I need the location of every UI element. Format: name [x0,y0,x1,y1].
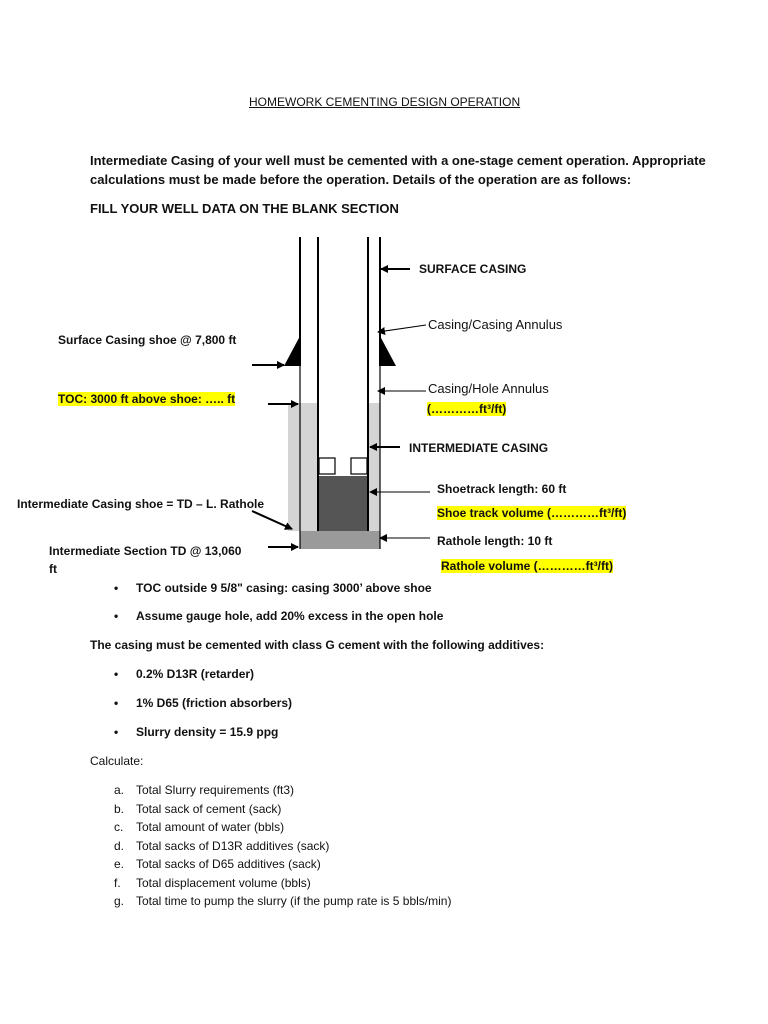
intro-line-2: calculations must be made before the operation. Details of the operation are as follows: [90,172,632,187]
bullet-marker: • [114,609,119,623]
calc-text: Total Slurry requirements (ft3) [136,783,295,797]
surface-casing-shoe-left [284,336,300,366]
label-shoetrack-volume: Shoe track volume (…………ft³/ft) [437,506,627,520]
label-annulus-volume: (…………ft³/ft) [427,402,507,416]
label-rathole-length: Rathole length: 10 ft [437,534,553,548]
label-surface-casing-shoe: Surface Casing shoe @ 7,800 ft [58,333,237,347]
bullet-marker: • [114,667,119,681]
calc-text: Total amount of water (bbls) [136,820,285,834]
calc-letter: f. [114,876,121,890]
calc-item [114,894,452,908]
label-intermediate-casing: INTERMEDIATE CASING [409,441,549,455]
calc-item [114,857,321,871]
calc-text: Total sacks of D65 additives (sack) [136,857,321,871]
label-rathole-volume: Rathole volume (…………ft³/ft) [441,559,613,573]
additive-text: 1% D65 (friction absorbers) [136,696,293,710]
additive-item [114,725,279,739]
bullet-item [114,609,444,623]
intro-line-1: Intermediate Casing of your well must be cemented with a one-stage cement operation. Appropriate [90,153,706,168]
label-casing-hole-annulus: Casing/Hole Annulus [428,381,549,396]
calc-letter: e. [114,857,125,871]
calc-item [114,783,295,797]
calc-item [114,820,285,834]
calc-item [114,876,311,890]
surface-casing-shoe-right [380,336,396,366]
calc-letter: a. [114,783,125,797]
float-collar-right [351,458,367,474]
calc-text: Total sack of cement (sack) [136,802,282,816]
label-intermediate-td-line-2: ft [49,562,57,576]
calculate-label: Calculate: [90,754,144,768]
calc-text: Total time to pump the slurry (if the pump rate is 5 bbls/min) [136,894,452,908]
additive-text: 0.2% D13R (retarder) [136,667,255,681]
calc-letter: c. [114,820,124,834]
shoetrack [318,476,368,531]
bullet-marker: • [114,725,119,739]
calc-letter: b. [114,802,125,816]
label-shoetrack-length: Shoetrack length: 60 ft [437,482,567,496]
additive-item [114,696,293,710]
additive-item [114,667,255,681]
calc-text: Total sacks of D13R additives (sack) [136,839,330,853]
cement-statement: The casing must be cemented with class G cement with the following additives: [90,638,545,652]
additive-text: Slurry density = 15.9 ppg [136,725,279,739]
bullet-marker: • [114,696,119,710]
bullet-text: Assume gauge hole, add 20% excess in the open hole [136,609,444,623]
document-title: HOMEWORK CEMENTING DESIGN OPERATION [249,95,521,109]
calc-letter: d. [114,839,125,853]
label-casing-casing-annulus: Casing/Casing Annulus [428,317,563,332]
casing-casing-annulus-arrow [378,325,426,332]
float-collar-left [319,458,335,474]
calc-letter: g. [114,894,125,908]
label-surface-casing: SURFACE CASING [419,262,527,276]
label-toc: TOC: 3000 ft above shoe: ….. ft [58,392,236,406]
bullet-item [114,581,432,595]
rathole [300,531,380,549]
label-intermediate-td-line-1: Intermediate Section TD @ 13,060 [49,544,242,558]
intermediate-shoe-arrow [252,511,292,529]
calc-text: Total displacement volume (bbls) [136,876,311,890]
bullet-marker: • [114,581,119,595]
bullet-text: TOC outside 9 5/8" casing: casing 3000’ above shoe [136,581,432,595]
label-intermediate-casing-shoe: Intermediate Casing shoe = TD – L. Rathole [17,497,265,511]
calc-item [114,839,330,853]
fill-instruction: FILL YOUR WELL DATA ON THE BLANK SECTION [90,201,399,216]
calc-item [114,802,282,816]
